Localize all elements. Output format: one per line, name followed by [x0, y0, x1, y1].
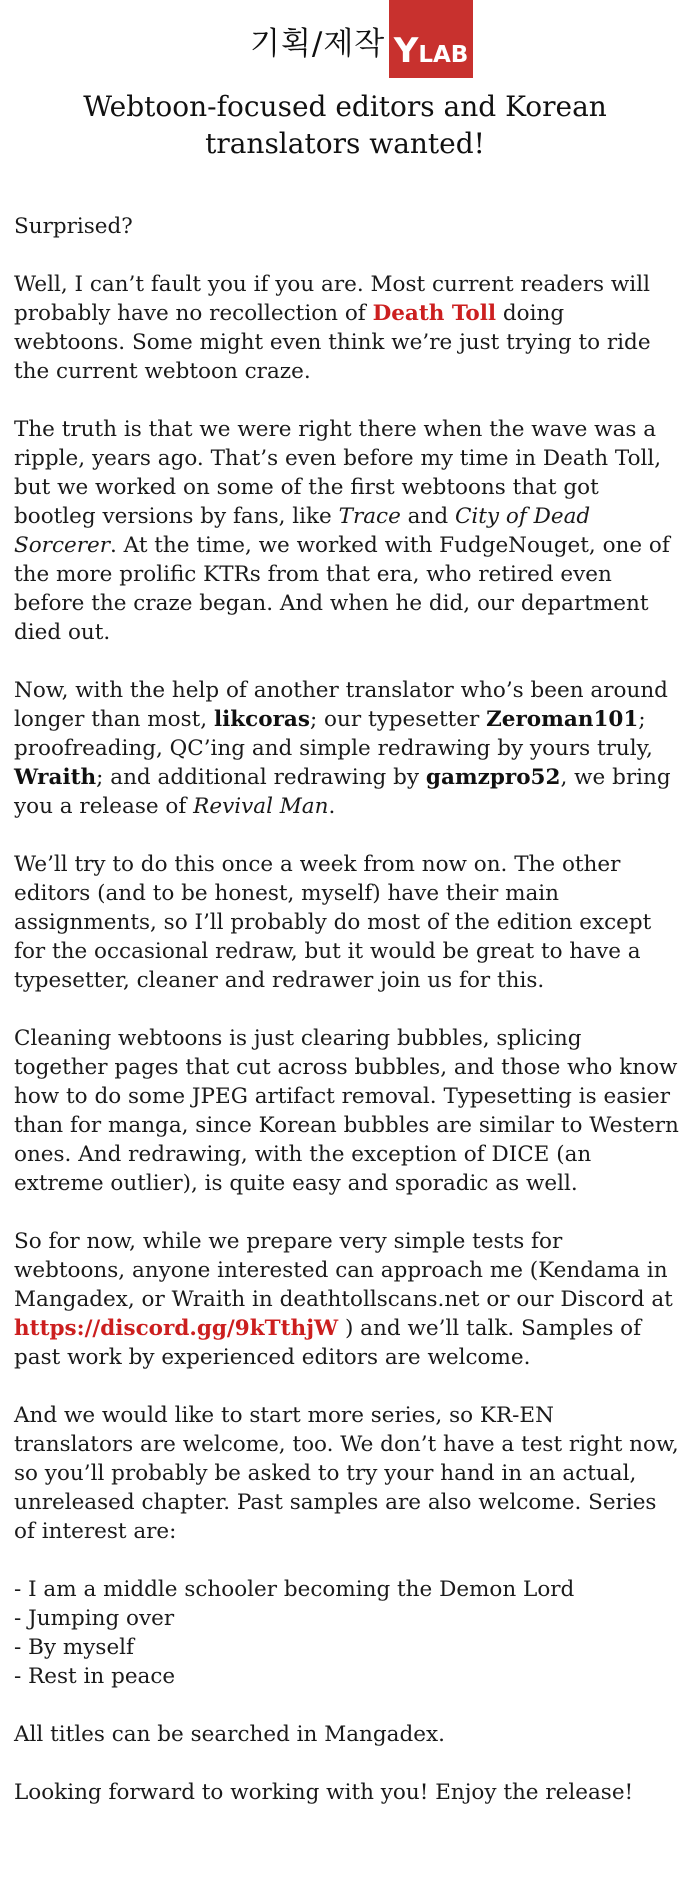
- paragraph-contact-text-b: ) and we’ll talk. Samples of past work by experienced editors are welcome.: [14, 1316, 642, 1370]
- credit-label: 기획/제작: [250, 26, 386, 62]
- list-item: - By myself: [14, 1635, 135, 1660]
- paragraph-credits-text-a: Now, with the help of another translator who’s been around longer than most,: [14, 678, 668, 732]
- credit-header: [0, 0, 690, 80]
- paragraph-history: [14, 415, 679, 647]
- paragraph-schedule: We’ll try to do this once a week from now on. The other editors (and to be honest, myself) have their main assignments, so I’ll probably do most of the edition except for the occasional redraw, but it would be great to have a typesetter, cleaner and redrawer join us for this.: [14, 852, 652, 993]
- paragraph-history-text-b: . At the time, we worked with FudgeNouget, one of the more prolific KTRs from that era, who retired even before the craze began. And when he did, our department died out.: [14, 533, 670, 645]
- group-name: Death Toll: [372, 301, 497, 326]
- discord-link[interactable]: https://discord.gg/9kTthjW: [14, 1316, 339, 1341]
- paragraph-contact: [14, 1227, 679, 1372]
- typesetter-name: Zeroman101: [486, 707, 639, 732]
- paragraph-credits: [14, 676, 679, 821]
- paragraph-history-text-a: The truth is that we were right there when the wave was a ripple, years ago. That’s even before my time in Death Toll, but we worked on some of the first webtoons that got bootleg versions by fans, like: [14, 417, 662, 529]
- paragraph-credits-text-c: ; proofreading, QC’ing and simple redrawing by yours truly,: [14, 707, 653, 761]
- paragraph-intro-text-a: Well, I can’t fault you if you are. Most current readers will probably have no recollection of: [14, 272, 650, 326]
- paragraph-history-and: and: [400, 504, 455, 529]
- translator-name: likcoras: [213, 707, 310, 732]
- redrawer-name: gamzpro52: [425, 765, 561, 790]
- ylab-logo: [389, 0, 473, 78]
- title-city-of-dead-sorcerer: City of Dead Sorcerer: [14, 504, 591, 558]
- paragraph-intro-text-b: doing webtoons. Some might even think we’re just trying to ride the current webtoon craze.: [14, 301, 651, 384]
- paragraph-intro: [14, 270, 679, 386]
- headline: [60, 88, 630, 162]
- logo-lab: LAB: [418, 42, 469, 68]
- paragraph-closing: Looking forward to working with you! Enjoy the release!: [14, 1780, 634, 1805]
- paragraph-credits-text-d: ; and additional redrawing by: [96, 765, 426, 790]
- paragraph-translators: And we would like to start more series, so KR-EN translators are welcome, too. We don’t have a test right now, so you’ll probably be asked to try your hand in an actual, unreleased chapter. Past samples are also welcome. Series of interest are:: [14, 1403, 679, 1544]
- list-item: - I am a middle schooler becoming the Demon Lord: [14, 1577, 575, 1602]
- paragraph-credits-text-f: .: [328, 794, 336, 819]
- list-item: - Rest in peace: [14, 1664, 176, 1689]
- headline-line-2: translators wanted!: [205, 127, 485, 160]
- list-item: - Jumping over: [14, 1606, 175, 1631]
- paragraph-surprised: Surprised?: [14, 214, 133, 239]
- series-title: Revival Man: [193, 794, 329, 819]
- paragraph-credits-text-e: , we bring you a release of: [14, 765, 671, 819]
- paragraph-contact-text-a: So for now, while we prepare very simple tests for webtoons, anyone interested can approach me (Kendama in Mangadex, or Wraith in deathtollscans.net or our Discord at: [14, 1229, 673, 1312]
- paragraph-cleaning: Cleaning webtoons is just clearing bubbles, splicing together pages that cut across bubbles, and those who know how to do some JPEG artifact removal. Typesetting is easier than for manga, since Korean bubbles are similar to Western ones. And redrawing, with the exception of DICE (an extreme outlier), is quite easy and sporadic as well.: [14, 1026, 679, 1196]
- title-trace: Trace: [338, 504, 401, 529]
- article-body: [14, 212, 679, 1836]
- logo-y: Y: [393, 31, 419, 71]
- series-list: [14, 1575, 679, 1691]
- author-name: Wraith: [14, 765, 97, 790]
- paragraph-credits-text-b: ; our typesetter: [309, 707, 487, 732]
- headline-line-1: Webtoon-focused editors and Korean: [83, 90, 607, 123]
- paragraph-search-note: All titles can be searched in Mangadex.: [14, 1722, 445, 1747]
